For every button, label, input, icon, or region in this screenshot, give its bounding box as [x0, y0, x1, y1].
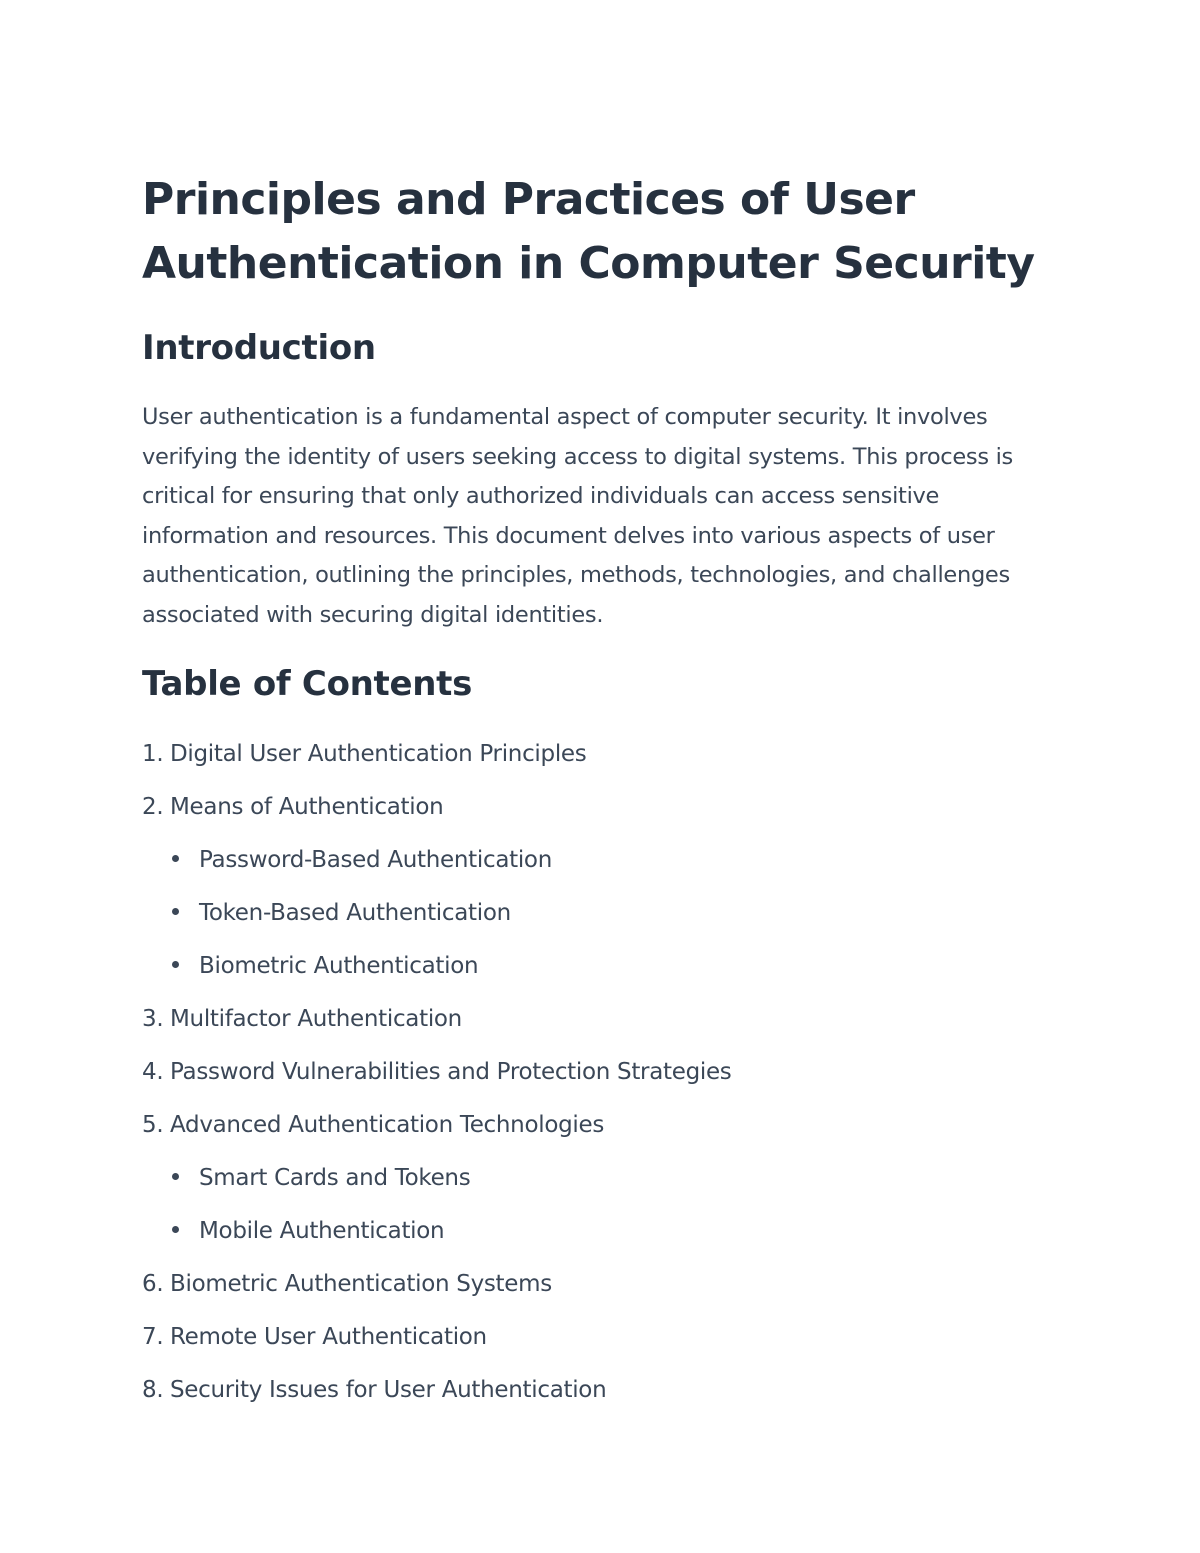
- toc-item: [142, 993, 1062, 1046]
- toc-subitem: [142, 1152, 1062, 1205]
- toc-item-number: 3.: [142, 1005, 164, 1032]
- toc-subitem-label: Token-Based Authentication: [199, 899, 511, 926]
- toc-item-label: Digital User Authentication Principles: [170, 740, 587, 767]
- toc-item: [142, 1258, 1062, 1311]
- toc-entry: [142, 993, 1062, 1046]
- toc-item-number: 1.: [142, 740, 164, 767]
- toc-entry: [142, 1311, 1062, 1364]
- toc-subitem: [142, 834, 1062, 887]
- toc-entry: [142, 728, 1062, 781]
- toc-subitem-label: Mobile Authentication: [199, 1217, 445, 1244]
- introduction-heading: Introduction: [142, 328, 376, 368]
- bullet-icon: [172, 908, 179, 915]
- table-of-contents: [142, 728, 1062, 1417]
- toc-item-label: Security Issues for User Authentication: [170, 1376, 607, 1403]
- toc-entry: [142, 1258, 1062, 1311]
- toc-heading: Table of Contents: [142, 663, 473, 704]
- toc-entry: [142, 1099, 1062, 1258]
- toc-item-label: Remote User Authentication: [170, 1323, 487, 1350]
- toc-item: [142, 1099, 1062, 1152]
- toc-sublist: [142, 834, 1062, 993]
- toc-entry: [142, 1046, 1062, 1099]
- toc-subitem: [142, 1205, 1062, 1258]
- toc-subitem-label: Biometric Authentication: [199, 952, 479, 979]
- bullet-icon: [172, 1226, 179, 1233]
- introduction-text: User authentication is a fundamental aspect of computer security. It involves verifying the identity of users seeking access to digital systems. This process is critical for ensuring that only authorized individuals can access sensitive information and resources. This document delves into various aspects of user authentication, outlining the principles, methods, technologies, and challenges associated with securing digital identities.: [142, 404, 1013, 628]
- toc-item-number: 7.: [142, 1323, 164, 1350]
- toc-item: [142, 728, 1062, 781]
- toc-subitem: [142, 887, 1062, 940]
- toc-item: [142, 781, 1062, 834]
- document-page: [142, 168, 1062, 1417]
- toc-item-number: 6.: [142, 1270, 164, 1297]
- toc-item-number: 8.: [142, 1376, 164, 1403]
- bullet-icon: [172, 961, 179, 968]
- toc-item-number: 4.: [142, 1058, 164, 1085]
- toc-subitem: [142, 940, 1062, 993]
- toc-item-label: Password Vulnerabilities and Protection Strategies: [170, 1058, 732, 1085]
- toc-item-label: Biometric Authentication Systems: [170, 1270, 552, 1297]
- toc-entry: [142, 1364, 1062, 1417]
- toc-item-label: Multifactor Authentication: [170, 1005, 462, 1032]
- toc-subitem-label: Password-Based Authentication: [199, 846, 552, 873]
- toc-subitem-label: Smart Cards and Tokens: [199, 1164, 471, 1191]
- toc-item-number: 2.: [142, 793, 164, 820]
- toc-item: [142, 1046, 1062, 1099]
- toc-sublist: [142, 1152, 1062, 1258]
- toc-item-number: 5.: [142, 1111, 164, 1138]
- toc-entry: [142, 781, 1062, 993]
- bullet-icon: [172, 1173, 179, 1180]
- toc-item-label: Means of Authentication: [170, 793, 444, 820]
- bullet-icon: [172, 855, 179, 862]
- toc-item: [142, 1364, 1062, 1417]
- toc-item-label: Advanced Authentication Technologies: [170, 1111, 605, 1138]
- document-title: Principles and Practices of User Authentication in Computer Security: [142, 174, 1035, 289]
- toc-item: [142, 1311, 1062, 1364]
